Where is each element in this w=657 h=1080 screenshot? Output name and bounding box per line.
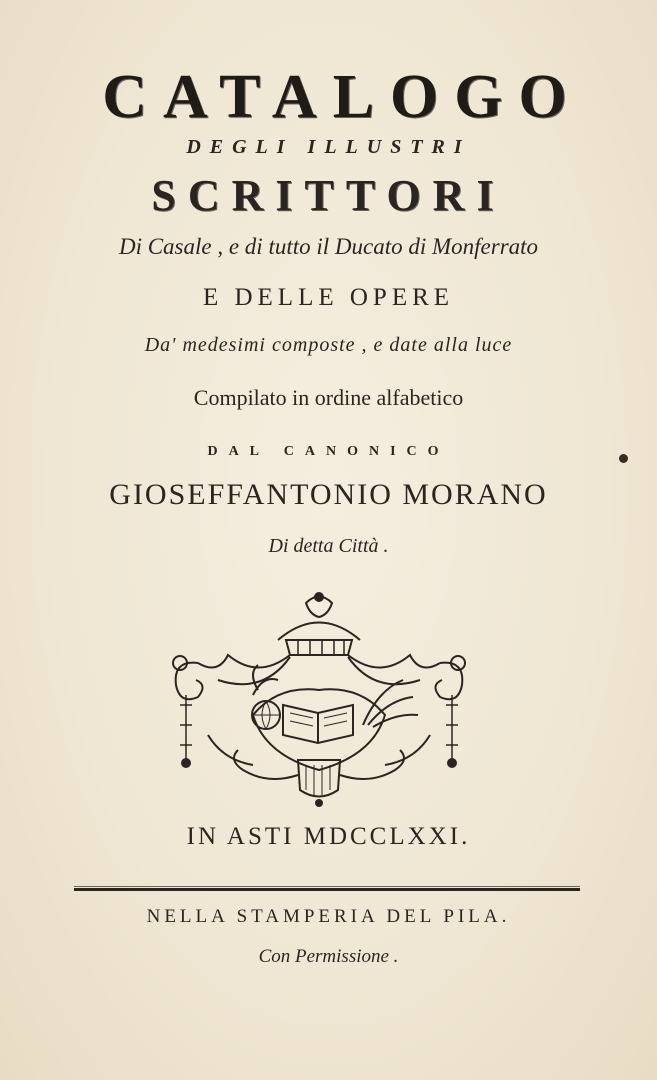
book-title: CATALOGO (102, 63, 583, 131)
printer-line: NELLA STAMPERIA DEL PILA. (146, 906, 511, 927)
baroque-vignette-icon (158, 585, 480, 810)
line-compilato: Compilato in ordine alfabetico (193, 385, 464, 410)
ink-spot (619, 454, 628, 463)
permission-line: Con Permissione . (258, 946, 399, 967)
subtitle-degli-illustri: DEGLI ILLUSTRI (186, 136, 471, 158)
author-name: GIOSEFFANTONIO MORANO (109, 478, 548, 511)
imprint-place-date: IN ASTI MDCCLXXI. (186, 823, 471, 850)
line-citta: Di detta Città . (268, 535, 389, 557)
line-canonico: DAL CANONICO (207, 444, 450, 459)
line-opere: E DELLE OPERE (202, 284, 455, 311)
subtitle-scrittori: SCRITTORI (151, 171, 506, 220)
line-casale: Di Casale , e di tutto il Ducato di Monferrato (118, 234, 539, 259)
ornamental-rule (74, 886, 580, 894)
line-medesimi: Da' medesimi composte , e date alla luce (144, 334, 513, 356)
